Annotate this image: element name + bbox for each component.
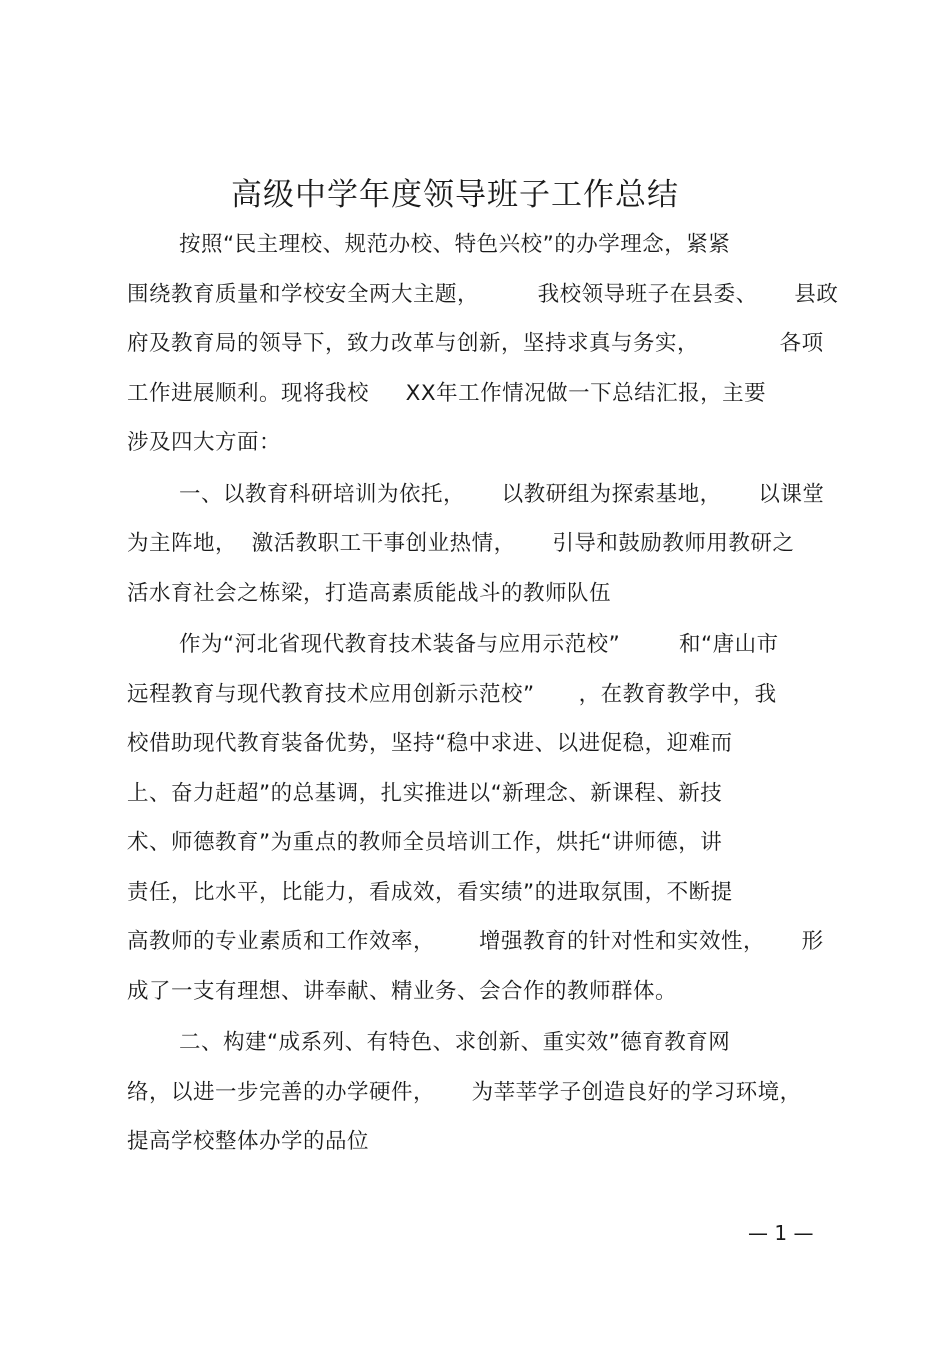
paragraph-line: 上、奋力赶超”的总基调，扎实推进以“新理念、新课程、新技 (127, 780, 723, 806)
page-number: — 1 — (748, 1221, 814, 1245)
section-heading-line: 络，以进一步完善的办学硬件， 为莘莘学子创造良好的学习环境， (127, 1079, 802, 1105)
paragraph-line: 远程教育与现代教育技术应用创新示范校” ，在教育教学中，我 (127, 681, 777, 707)
section-heading-line: 为主阵地， 激活教职工干事创业热情， 引导和鼓励教师用教研之 (127, 531, 795, 556)
paragraph-line: 围绕教育质量和学校安全两大主题， 我校领导班子在县委、 县政 (127, 281, 839, 307)
paragraph-line: 涉及四大方面： (127, 430, 282, 455)
paragraph-line: 责任，比水平，比能力，看成效，看实绩”的进取氛围，不断提 (127, 879, 733, 905)
paragraph-line: 高教师的专业素质和工作效率， 增强教育的针对性和实效性， 形 (127, 929, 824, 954)
paragraph-line: 作为“河北省现代教育技术装备与应用示范校” 和“唐山市 (179, 632, 779, 657)
paragraph-line: 府及教育局的领导下，致力改革与创新，坚持求真与务实， 各项 (127, 331, 824, 356)
section-heading-line: 一、以教育科研培训为依托， 以教研组为探索基地， 以课堂 (179, 481, 825, 507)
section-heading-line: 提高学校整体办学的品位 (127, 1129, 370, 1154)
paragraph-line: 按照“民主理校、规范办校、特色兴校”的办学理念，紧紧 (179, 232, 731, 257)
document-body (127, 220, 847, 1167)
paragraph-line: 校借助现代教育装备优势，坚持“稳中求进、以进促稳，迎难而 (127, 731, 733, 756)
paragraph-line: 工作进展顺利。现将我校 XX年工作情况做一下总结汇报，主要 (127, 380, 767, 406)
section-heading-line: 二、构建“成系列、有特色、求创新、重实效”德育教育网 (179, 1030, 731, 1055)
paragraph-line: 术、师德教育”为重点的教师全员培训工作，烘托“讲师德，讲 (127, 830, 723, 855)
section-heading-line: 活水育社会之栋梁，打造高素质能战斗的教师队伍 (127, 580, 612, 606)
document-title: 高级中学年度领导班子工作总结 (231, 177, 679, 213)
paragraph-line: 成了一支有理想、讲奉献、精业务、会合作的教师群体。 (127, 978, 678, 1004)
